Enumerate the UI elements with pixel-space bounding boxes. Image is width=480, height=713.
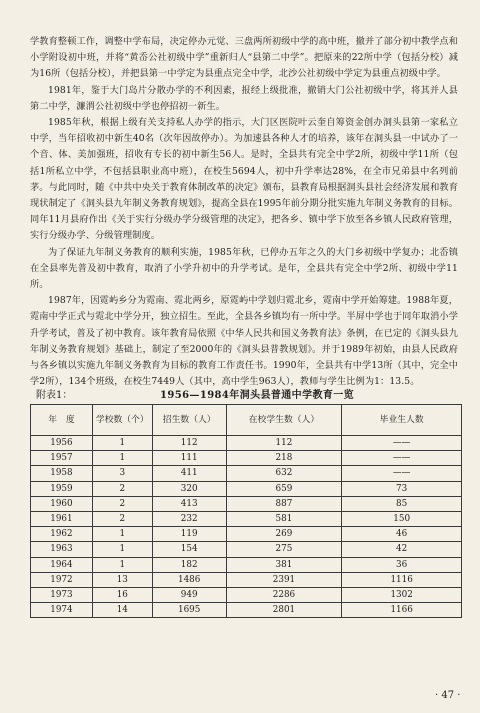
column-header-students: 在校学生数（人） <box>226 405 342 436</box>
enrollment-cell: 1695 <box>152 603 226 618</box>
schools-cell: 2 <box>92 481 152 496</box>
year-cell: 1963 <box>31 542 93 557</box>
enrollment-cell: 232 <box>152 511 226 526</box>
table-row <box>31 603 462 618</box>
schools-cell: 16 <box>92 587 152 602</box>
students-cell: 2286 <box>226 587 342 602</box>
body-text <box>30 34 458 390</box>
enrollment-cell: 413 <box>152 496 226 511</box>
table-body <box>31 436 462 618</box>
schools-cell: 1 <box>92 542 152 557</box>
column-header-enrollment: 招生数（人） <box>152 405 226 436</box>
schools-cell: 13 <box>92 572 152 587</box>
table-row <box>31 511 462 526</box>
students-cell: 2801 <box>226 603 342 618</box>
graduates-cell: 1116 <box>342 572 462 587</box>
table-row <box>31 557 462 572</box>
table-row <box>31 527 462 542</box>
schools-cell: 1 <box>92 557 152 572</box>
graduates-cell: 46 <box>342 527 462 542</box>
students-cell: 381 <box>226 557 342 572</box>
students-cell: 659 <box>226 481 342 496</box>
table-label: 附表1： <box>36 390 73 401</box>
graduates-cell: 85 <box>342 496 462 511</box>
column-header-graduates: 毕业生人数 <box>342 405 462 436</box>
year-cell: 1959 <box>31 481 93 496</box>
enrollment-cell: 111 <box>152 451 226 466</box>
enrollment-cell: 182 <box>152 557 226 572</box>
enrollment-cell: 411 <box>152 466 226 481</box>
table-row <box>31 466 462 481</box>
year-cell: 1957 <box>31 451 93 466</box>
table-row <box>31 451 462 466</box>
schools-cell: 1 <box>92 436 152 451</box>
students-cell: 112 <box>226 436 342 451</box>
enrollment-cell: 949 <box>152 587 226 602</box>
paragraph-compulsory-education: 为了保证九年制义务教育的顺利实施，1985年秋，已停办五年之久的大门乡初级中学复办；北岙镇在全县率先普及初中教育，取消了小学升初中的升学考试。是年，全县共有完全中学2所、初级中学11所。 <box>30 246 458 291</box>
enrollment-cell: 1486 <box>152 572 226 587</box>
paragraph-1981: 1981年，鉴于大门岛片分散办学的不利因素，报经上级批准，撤销大门公社初级中学，将其并人县第二中学，濂渭公社初级中学也停招初一新生。 <box>30 84 458 112</box>
graduates-cell: —— <box>342 466 462 481</box>
schools-cell: 14 <box>92 603 152 618</box>
table-row <box>31 496 462 511</box>
column-header-year: 年 度 <box>31 405 93 436</box>
students-cell: 581 <box>226 511 342 526</box>
students-cell: 632 <box>226 466 342 481</box>
year-cell: 1973 <box>31 587 93 602</box>
students-cell: 269 <box>226 527 342 542</box>
year-cell: 1972 <box>31 572 93 587</box>
enrollment-cell: 119 <box>152 527 226 542</box>
students-cell: 218 <box>226 451 342 466</box>
enrollment-cell: 320 <box>152 481 226 496</box>
column-header-schools: 学校数（个） <box>92 405 152 436</box>
students-cell: 887 <box>226 496 342 511</box>
graduates-cell: 150 <box>342 511 462 526</box>
table-header-row <box>31 405 462 436</box>
schools-cell: 1 <box>92 527 152 542</box>
year-cell: 1961 <box>31 511 93 526</box>
table-row <box>31 436 462 451</box>
graduates-cell: 42 <box>342 542 462 557</box>
graduates-cell: 1302 <box>342 587 462 602</box>
year-cell: 1974 <box>31 603 93 618</box>
table-title: 1956—1984年洞头县普通中学教育一览 <box>160 390 355 401</box>
schools-cell: 2 <box>92 511 152 526</box>
table-row <box>31 481 462 496</box>
graduates-cell: 73 <box>342 481 462 496</box>
schools-cell: 3 <box>92 466 152 481</box>
students-cell: 275 <box>226 542 342 557</box>
enrollment-cell: 112 <box>152 436 226 451</box>
enrollment-cell: 154 <box>152 542 226 557</box>
table-row <box>31 587 462 602</box>
schools-cell: 2 <box>92 496 152 511</box>
table-row <box>31 542 462 557</box>
graduates-cell: 1166 <box>342 603 462 618</box>
year-cell: 1956 <box>31 436 93 451</box>
year-cell: 1962 <box>31 527 93 542</box>
schools-cell: 1 <box>92 451 152 466</box>
year-cell: 1958 <box>31 466 93 481</box>
graduates-cell: —— <box>342 451 462 466</box>
paragraph-continuation: 学教育整顿工作，调整中学布局，决定停办元觉、三盘两所初级中学的高中班，撤并了部分初中教学点和小学附设初中班，并将“黄岙公社初级中学”重新归人“县第二中学”。把原来的22所中学（包括分校）减为16所（包括分校），并把县第一中学定为县重点完全中学，北沙公社初级中学定为县重点初级中学。 <box>30 36 458 80</box>
table-caption <box>30 389 458 403</box>
year-cell: 1960 <box>31 496 93 511</box>
paragraph-1985-autumn: 1985年秋，根据上级有关支持私人办学的指示，大门区医院叶云奎自筹资金创办洞头县第一家私立中学，当年招收初中新生40名（次年因故停办）。为加速县各种人才的培养，该年在洞头县一中试办了一个音、体、美加强班，招收有专长的初中新生56人。是时，全县共有完全中学2所，初级中学11所（包括1所私立中学，不包括县职业高中班），在校生5694人，初中升学率达28%，在全市兄弟县中名列前茅。与此同时，随《中共中央关于教育体制改革的决定》颁布，县教育局根据洞头县社会经济发展和教育现状制定了《洞头县九年制义务教育规划》，提高全县在1995年前分期分批实施九年制义务教育的目标。同年11月县府作出《关于实行分级办学分级管理的决定》，把各乡、镇中学下放至各乡镇人民政府管理，实行分级办学、分级管理制度。 <box>30 117 458 242</box>
paragraph-1987: 1987年，因霓屿乡分为霓南、霓北两乡，原霓屿中学划归霓北乡，霓南中学开始筹建。1988年夏，霓南中学正式与霓北中学分开，独立招生。至此，全县各乡镇均有一所中学。半屏中学也于同年取消小学升学考试，普及了初中教育。该年教育局依照《中华人民共和国义务教育法》条例，在已定的《洞头县九年制义务教育规划》基础上，制定了至2000年的《洞头县普教规划》。并于1989年初始，由县人民政府与各乡镇以实施九年制义务教育为目标的教育工作责任书。1990年，全县共有中学13所（其中，完全中学2所），134个班级，在校生7449人（其中，高中学生963人），教师与学生比例为1：13.5。 <box>30 295 458 388</box>
year-cell: 1964 <box>31 557 93 572</box>
students-cell: 2391 <box>226 572 342 587</box>
education-table <box>30 404 462 618</box>
page-number: · 47 · <box>435 690 461 701</box>
graduates-cell: —— <box>342 436 462 451</box>
table-row <box>31 572 462 587</box>
graduates-cell: 36 <box>342 557 462 572</box>
